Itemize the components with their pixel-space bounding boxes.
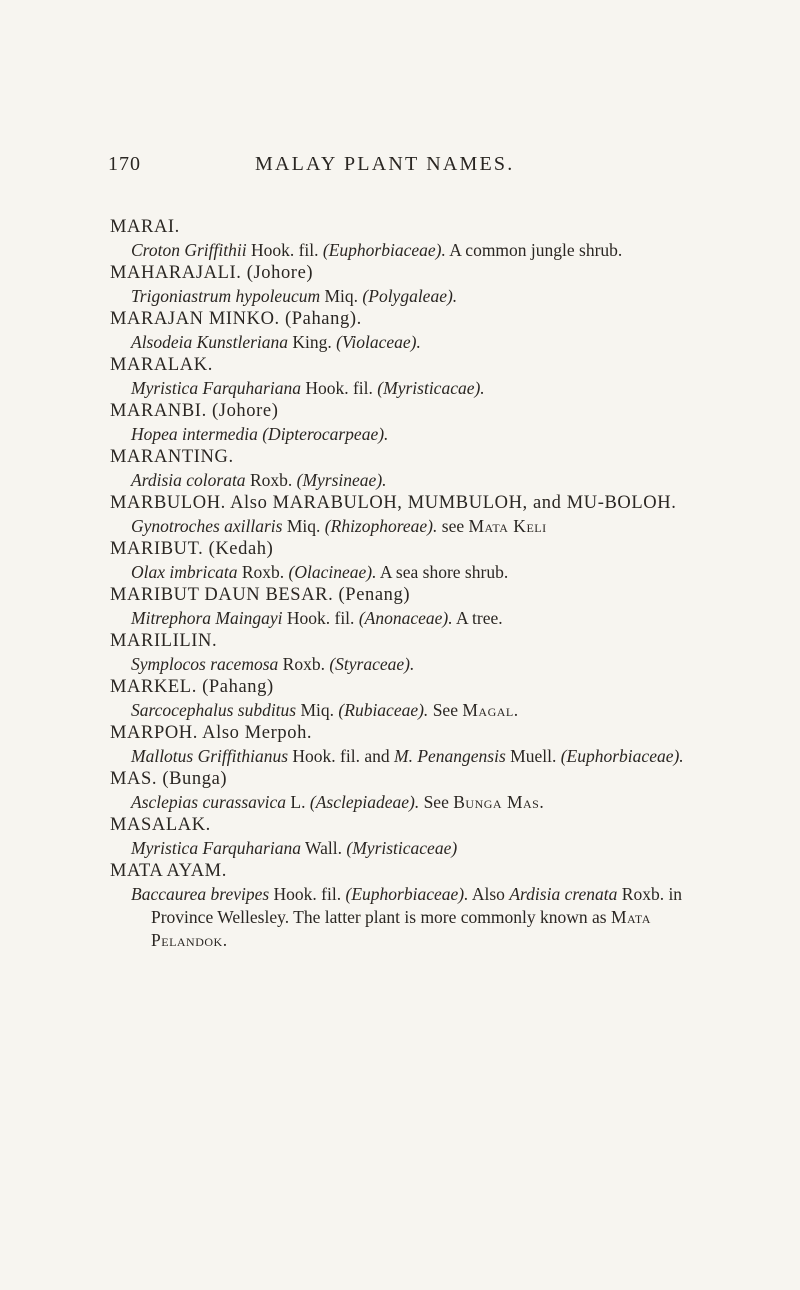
entry-headword: MAHARAJALI. (Johore) — [110, 263, 314, 283]
page-header — [0, 153, 800, 183]
botanical-name: Trigoniastrum hypoleucum — [131, 286, 321, 306]
botanical-name: Alsodeia Kunstleriana — [131, 332, 289, 352]
note-2: Roxb. in Province Wellesley. The latter plant is more commonly known as — [151, 884, 683, 927]
entry-definition — [110, 883, 710, 952]
botanical-name: Myristica Farquhariana — [131, 378, 301, 398]
family-name: (Rhizophoreae). — [324, 516, 438, 536]
entry-definition — [110, 607, 710, 630]
botanical-name: Sarcocephalus subditus — [131, 700, 297, 720]
botanical-name: Mitrephora Maingayi — [131, 608, 283, 628]
botanical-name: Ardisia colorata — [131, 470, 246, 490]
authority: Hook. fil. — [246, 240, 323, 260]
botanical-name-2: Ardisia crenata — [509, 884, 618, 904]
botanical-name: Myristica Farquhariana — [131, 838, 301, 858]
note: Also — [468, 884, 510, 904]
entry-definition — [110, 423, 710, 446]
cross-reference: Magal. — [462, 700, 519, 720]
entry-definition — [110, 653, 710, 676]
cross-reference: Bunga Mas. — [453, 792, 545, 812]
botanical-name: Mallotus Griffithianus — [131, 746, 289, 766]
entry-definition — [110, 331, 710, 354]
note: See — [428, 700, 463, 720]
authority: Hook. fil. and — [288, 746, 394, 766]
family-name: (Myristicacae). — [377, 378, 485, 398]
authority: Hook. fil. — [269, 884, 346, 904]
note: A sea shore shrub. — [376, 562, 509, 582]
note: See — [419, 792, 454, 812]
authority: Miq. — [296, 700, 339, 720]
family-name: (Rubiaceae). — [338, 700, 429, 720]
entry-definition — [110, 285, 710, 308]
note: A tree. — [452, 608, 503, 628]
entry-marbuloh — [110, 492, 710, 538]
family-name: (Styraceae). — [329, 654, 415, 674]
authority: King. — [288, 332, 337, 352]
authority: Roxb. — [237, 562, 289, 582]
entry-headword: MARIBUT. (Kedah) — [110, 539, 274, 559]
family-name: (Violaceae). — [336, 332, 421, 352]
entry-definition — [110, 561, 710, 584]
botanical-name: Olax imbricata — [131, 562, 238, 582]
entry-mas — [110, 768, 710, 814]
entry-marililin — [110, 630, 710, 676]
entry-mata-ayam — [110, 860, 710, 952]
entry-maranbi — [110, 400, 710, 446]
entry-headword: MATA AYAM. — [110, 861, 227, 881]
entry-headword: MARIBUT DAUN BESAR. (Penang) — [110, 585, 411, 605]
authority: Wall. — [300, 838, 347, 858]
authority: Hook. fil. — [282, 608, 359, 628]
botanical-name: Croton Griffithii — [131, 240, 247, 260]
note: see — [437, 516, 469, 536]
cross-reference: Mata Keli — [468, 516, 547, 536]
authority: Roxb. — [245, 470, 297, 490]
family-name: (Dipterocarpeae). — [262, 424, 389, 444]
entry-definition — [110, 377, 710, 400]
authority: Miq. — [320, 286, 363, 306]
botanical-name: Symplocos racemosa — [131, 654, 279, 674]
entry-masalak — [110, 814, 710, 860]
family-name: (Olacineae). — [288, 562, 377, 582]
entry-maralak — [110, 354, 710, 400]
botanical-name: Gynotroches axillaris — [131, 516, 283, 536]
entry-maharajali — [110, 262, 710, 308]
note: A common jungle shrub. — [445, 240, 623, 260]
entry-headword: MARBULOH. Also MARABULOH, MUMBULOH, and MU-BOLOH. — [110, 493, 677, 513]
family-name: (Euphorbiaceae). — [560, 746, 684, 766]
entry-headword: MARANBI. (Johore) — [110, 401, 279, 421]
entry-headword: MARALAK. — [110, 355, 213, 375]
entry-headword: MARAJAN MINKO. (Pahang). — [110, 309, 362, 329]
entry-headword: MARILILIN. — [110, 631, 218, 651]
entry-headword: MAS. (Bunga) — [110, 769, 228, 789]
family-name: (Myristicaceae) — [346, 838, 458, 858]
authority: Roxb. — [278, 654, 330, 674]
entry-definition — [110, 745, 710, 768]
family-name: (Euphorbiaceae). — [345, 884, 469, 904]
botanical-name: Hopea intermedia — [131, 424, 258, 444]
authority: Hook. fil. — [300, 378, 378, 398]
entry-definition — [110, 699, 710, 722]
botanical-name: Baccaurea brevipes — [131, 884, 270, 904]
botanical-name-2: M. Penangensis — [394, 746, 506, 766]
entry-definition — [110, 791, 710, 814]
authority: Miq. — [282, 516, 325, 536]
entry-headword: MARPOH. Also Merpoh. — [110, 723, 313, 743]
family-name: (Euphorbiaceae). — [322, 240, 446, 260]
authority-2: Muell. — [505, 746, 561, 766]
entry-marpoh — [110, 722, 710, 768]
entry-marai — [110, 216, 710, 262]
entry-marajan-minko — [110, 308, 710, 354]
page-number: 170 — [108, 153, 141, 175]
cross-reference: Mata Pelandok. — [151, 907, 651, 950]
entry-markel — [110, 676, 710, 722]
entry-definition — [110, 469, 710, 492]
authority: L. — [286, 792, 310, 812]
entry-definition — [110, 837, 710, 860]
entry-maributkedah — [110, 538, 710, 584]
entry-headword: MASALAK. — [110, 815, 211, 835]
entry-definition — [110, 239, 710, 262]
entry-definition — [110, 515, 710, 538]
entry-maranting — [110, 446, 710, 492]
entry-maribut-daun-besar — [110, 584, 710, 630]
entry-headword: MARKEL. (Pahang) — [110, 677, 274, 697]
entry-headword: MARANTING. — [110, 447, 234, 467]
botanical-name: Asclepias curassavica — [131, 792, 287, 812]
family-name: (Anonaceae). — [358, 608, 453, 628]
running-title: MALAY PLANT NAMES. — [255, 153, 515, 175]
entry-list — [110, 216, 710, 952]
entry-headword: MARAI. — [110, 217, 180, 237]
family-name: (Polygaleae). — [362, 286, 458, 306]
family-name: (Myrsineae). — [296, 470, 387, 490]
family-name: (Asclepiadeae). — [309, 792, 420, 812]
